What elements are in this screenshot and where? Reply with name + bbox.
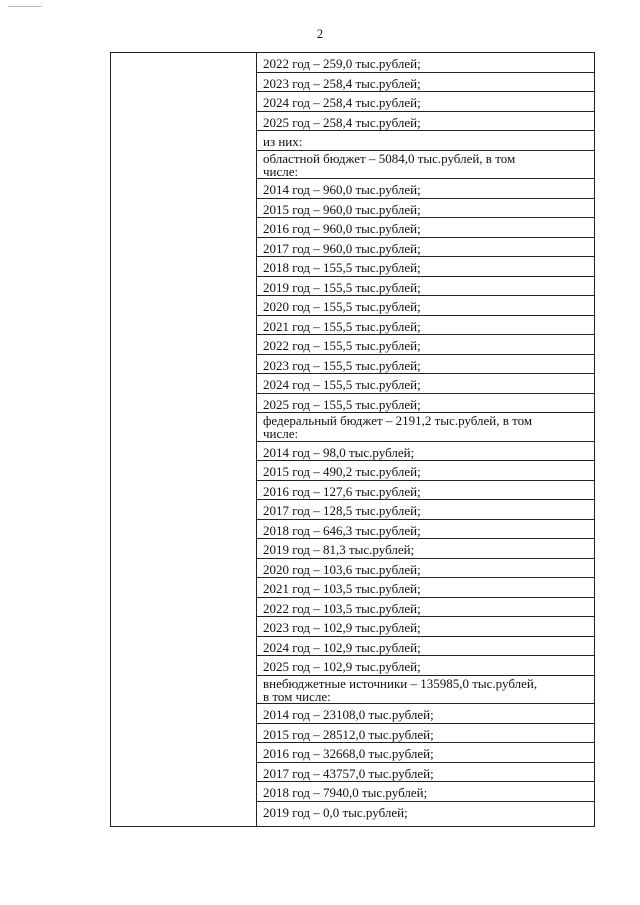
row-text: 2016 год – 960,0 тыс.рублей; [263,221,421,236]
table-row [257,257,594,277]
row-text: 2024 год – 258,4 тыс.рублей; [263,95,421,110]
row-text: 2014 год – 960,0 тыс.рублей; [263,182,421,197]
table-row [257,481,594,501]
table-row [257,179,594,199]
row-text: 2023 год – 155,5 тыс.рублей; [263,357,421,373]
table-row [257,53,594,73]
row-text: 2021 год – 103,5 тыс.рублей; [263,581,421,596]
page-number: 2 [316,27,324,41]
table-row [257,316,594,336]
table-row [257,442,594,462]
row-text: 2015 год – 960,0 тыс.рублей; [263,201,421,217]
table-row [257,355,594,375]
row-text: 2019 год – 81,3 тыс.рублей; [263,542,415,557]
row-text: 2023 год – 258,4 тыс.рублей; [263,75,421,91]
row-text: 2022 год – 103,5 тыс.рублей; [263,600,421,616]
table-row [257,520,594,540]
row-text: 2015 год – 28512,0 тыс.рублей; [263,726,434,742]
table-right-column [257,53,594,826]
table-row [257,335,594,355]
row-text: 2025 год – 102,9 тыс.рублей; [263,659,421,674]
table-row [257,743,594,763]
row-text: 2022 год – 155,5 тыс.рублей; [263,338,421,353]
table-row [257,598,594,618]
row-text: внебюджетные источники – 135985,0 тыс.рублей, [263,675,538,691]
table-row [257,724,594,744]
table-row [257,656,594,676]
table-row [257,92,594,112]
table-row [257,413,594,442]
table-row [257,559,594,579]
row-text: 2022 год – 259,0 тыс.рублей; [263,56,421,71]
table-row [257,277,594,297]
row-text: 2017 год – 128,5 тыс.рублей; [263,503,421,518]
table-row [257,394,594,414]
row-text: 2023 год – 102,9 тыс.рублей; [263,620,421,635]
table-row [257,578,594,598]
row-text: областной бюджет – 5084,0 тыс.рублей, в том [263,150,516,166]
row-text: 2024 год – 155,5 тыс.рублей; [263,377,421,392]
table-row [257,704,594,724]
row-text: 2024 год – 102,9 тыс.рублей; [263,639,421,655]
table-row [257,802,594,822]
table-row [257,782,594,802]
table-row [257,374,594,394]
row-text: 2018 год – 155,5 тыс.рублей; [263,260,421,275]
table-left-column [111,53,257,826]
row-text: 2017 год – 960,0 тыс.рублей; [263,240,421,256]
row-text: числе: [263,163,299,179]
table-row [257,676,594,705]
row-text: 2015 год – 490,2 тыс.рублей; [263,464,421,479]
table-row [257,296,594,316]
row-text: федеральный бюджет – 2191,2 тыс.рублей, в том [263,413,533,428]
table-row [257,461,594,481]
row-text: 2016 год – 32668,0 тыс.рублей; [263,746,434,761]
table-row [257,763,594,783]
row-text: 2018 год – 646,3 тыс.рублей; [263,522,421,538]
row-text: 2016 год – 127,6 тыс.рублей; [263,483,421,499]
table-row [257,73,594,93]
table-row [257,238,594,258]
row-text: 2014 год – 98,0 тыс.рублей; [263,444,415,460]
table-row [257,539,594,559]
row-text: 2020 год – 103,6 тыс.рублей; [263,561,421,577]
scan-mark [8,6,42,7]
row-text: числе: [263,426,299,441]
table-row [257,199,594,219]
table-row [257,500,594,520]
table-row [257,112,594,132]
row-text: 2020 год – 155,5 тыс.рублей; [263,299,421,314]
table-row [257,617,594,637]
row-text: 2025 год – 258,4 тыс.рублей; [263,114,421,130]
row-text: 2019 год – 155,5 тыс.рублей; [263,279,421,295]
row-text: 2017 год – 43757,0 тыс.рублей; [263,765,434,781]
row-text: 2019 год – 0,0 тыс.рублей; [263,804,408,820]
table-row [257,131,594,151]
funding-table [110,52,595,827]
row-text: 2025 год – 155,5 тыс.рублей; [263,396,421,412]
row-text: из них: [263,134,303,149]
row-text: в том числе: [263,688,331,704]
table-row [257,218,594,238]
table-row [257,637,594,657]
table-row [257,151,594,180]
row-text: 2018 год – 7940,0 тыс.рублей; [263,785,428,800]
row-text: 2014 год – 23108,0 тыс.рублей; [263,707,434,722]
row-text: 2021 год – 155,5 тыс.рублей; [263,318,421,334]
